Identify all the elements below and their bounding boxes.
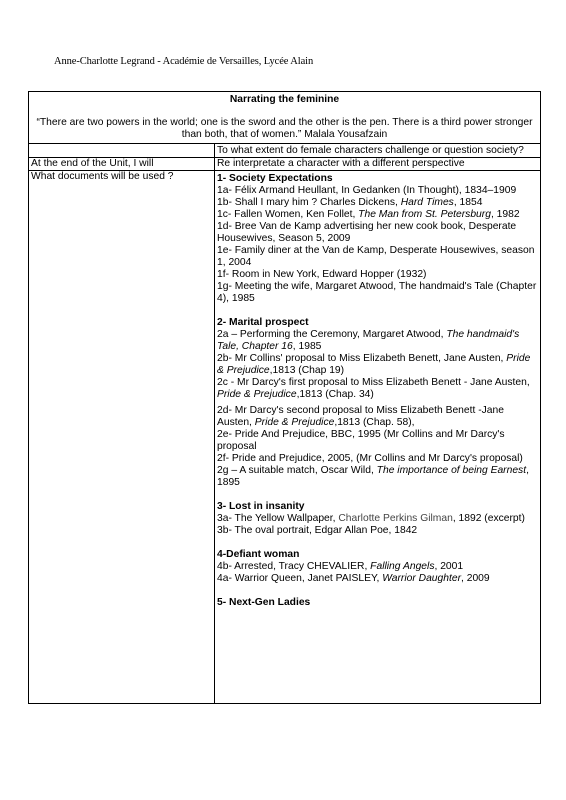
list-item: 2g – A suitable match, Oscar Wild, The importance of being Earnest, 1895 bbox=[217, 465, 529, 488]
list-item: 2f- Pride and Prejudice, 2005, (Mr Collins and Mr Darcy's proposal) bbox=[217, 453, 523, 464]
section-title: 1- Society Expectations bbox=[217, 173, 333, 184]
list-item: 1d- Bree Van de Kamp advertising her new cook book, Desperate Housewives, Season 5, 2009 bbox=[217, 221, 517, 244]
section-title: 3- Lost in insanity bbox=[217, 501, 305, 512]
list-item: 2d- Mr Darcy's second proposal to Miss Elizabeth Benett -Jane Austen, Pride & Prejudice,1813 (Chap. 58), bbox=[217, 405, 504, 428]
empty-cell bbox=[29, 144, 215, 158]
section-5 bbox=[217, 597, 538, 609]
list-item: 4a- Warrior Queen, Janet PAISLEY, Warrior Daughter, 2009 bbox=[217, 573, 490, 584]
documents-row bbox=[29, 171, 541, 704]
list-item: 2e- Pride And Prejudice, BBC, 1995 (Mr Collins and Mr Darcy's proposal bbox=[217, 429, 505, 452]
list-item: 4b- Arrested, Tracy CHEVALIER, Falling Angels, 2001 bbox=[217, 561, 464, 572]
list-item: 2c - Mr Darcy's first proposal to Miss Elizabeth Benett - Jane Austen, Pride & Prejudice,1813 (Chap. 34) bbox=[217, 377, 530, 400]
end-of-unit-row bbox=[29, 158, 541, 171]
title-cell bbox=[29, 92, 541, 144]
section-3 bbox=[217, 501, 538, 537]
section-2 bbox=[217, 317, 538, 489]
list-item: 1c- Fallen Women, Ken Follet, The Man from St. Petersburg, 1982 bbox=[217, 209, 520, 220]
section-1 bbox=[217, 173, 538, 305]
list-item: 1e- Family diner at the Van de Kamp, Desperate Housewives, season 1, 2004 bbox=[217, 245, 535, 268]
page-header: Anne-Charlotte Legrand - Académie de Versailles, Lycée Alain bbox=[54, 56, 314, 67]
unit-table bbox=[28, 91, 541, 704]
documents-label: What documents will be used ? bbox=[29, 171, 215, 704]
end-of-unit-value: Re interpretate a character with a different perspective bbox=[215, 158, 541, 171]
section-4 bbox=[217, 549, 538, 585]
list-item: 2a – Performing the Ceremony, Margaret Atwood, The handmaid's Tale, Chapter 16, 1985 bbox=[217, 329, 520, 352]
unit-quote: “There are two powers in the world; one is the sword and the other is the pen. There is a third power stronger than both, that of women.” Malala Yousafzain bbox=[36, 117, 533, 140]
documents-list bbox=[215, 171, 541, 704]
question-row bbox=[29, 144, 541, 158]
section-title: 4-Defiant woman bbox=[217, 549, 300, 560]
section-title: 2- Marital prospect bbox=[217, 317, 309, 328]
section-title: 5- Next-Gen Ladies bbox=[217, 597, 311, 608]
title-row bbox=[29, 92, 541, 144]
list-item: 2b- Mr Collins' proposal to Miss Elizabeth Benett, Jane Austen, Pride & Prejudice,1813 (Chap 19) bbox=[217, 353, 531, 376]
list-item: 1a- Félix Armand Heullant, In Gedanken (In Thought), 1834–1909 bbox=[217, 185, 517, 196]
unit-title: Narrating the feminine bbox=[229, 94, 340, 105]
list-item: 3b- The oval portrait, Edgar Allan Poe, 1842 bbox=[217, 525, 418, 536]
list-item: 3a- The Yellow Wallpaper, Charlotte Perkins Gilman, 1892 (excerpt) bbox=[217, 513, 525, 524]
end-of-unit-label: At the end of the Unit, I will bbox=[29, 158, 215, 171]
problematic-question: To what extent do female characters challenge or question society? bbox=[215, 144, 541, 158]
list-item: 1b- Shall I mary him ? Charles Dickens, Hard Times, 1854 bbox=[217, 197, 483, 208]
list-item: 1f- Room in New York, Edward Hopper (1932) bbox=[217, 269, 427, 280]
list-item: 1g- Meeting the wife, Margaret Atwood, The handmaid's Tale (Chapter 4), 1985 bbox=[217, 281, 537, 304]
